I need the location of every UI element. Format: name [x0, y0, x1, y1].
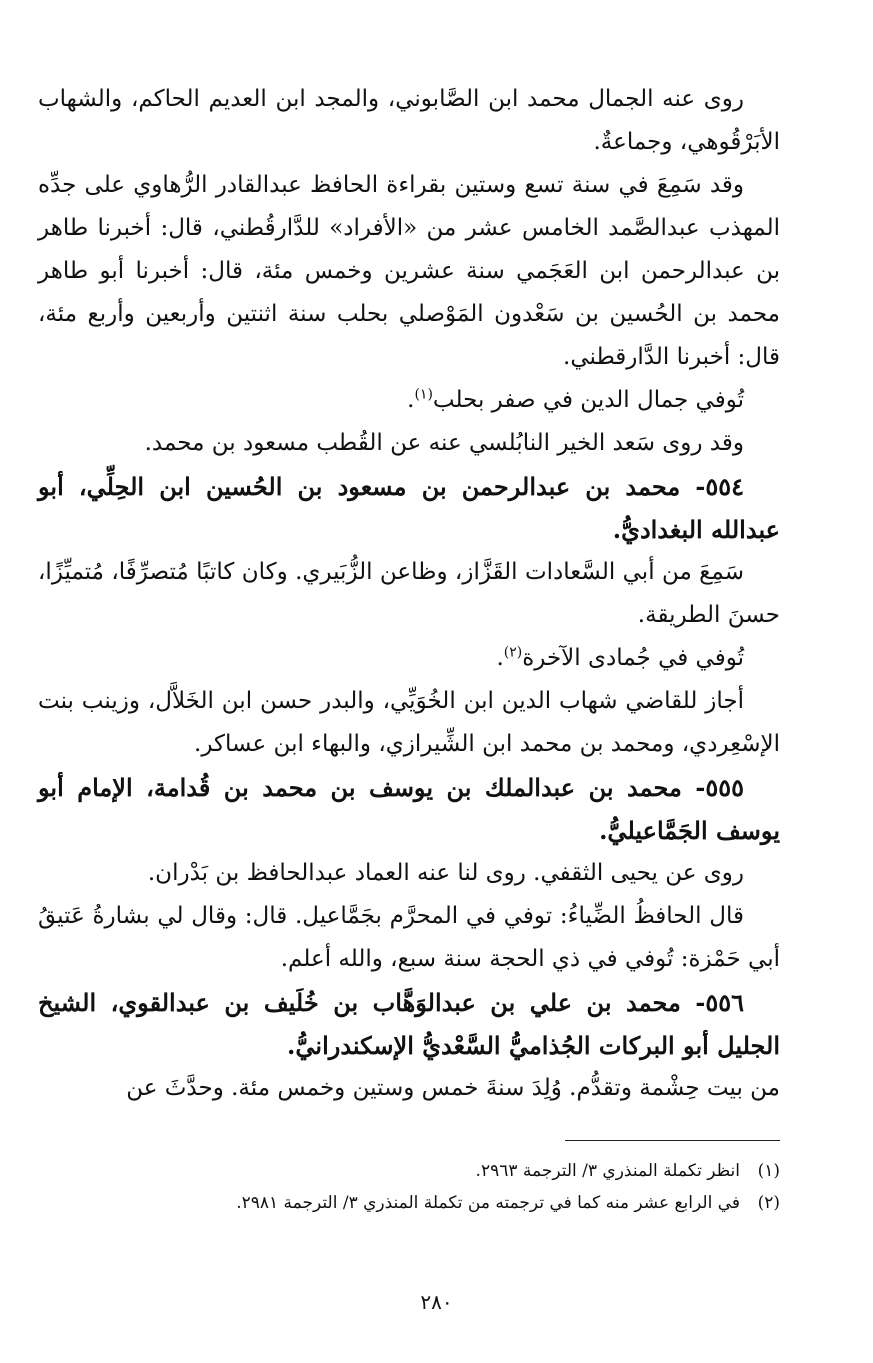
paragraph-death-jamal [38, 379, 780, 422]
paragraph-554-hearing: سَمِعَ من أبي السَّعادات القَزَّاز، وظاعن الزُّبَيري. وكان كاتبًا مُتصرِّفًا، مُتميِّزًا، حسنَ الطريقة. [38, 559, 780, 628]
entry-heading-556: ٥٥٦- محمد بن علي بن عبدالوَهَّاب بن خُلَيف بن عبدالقوي، الشيخ الجليل أبو البركات الجُذاميُّ السَّعْديُّ الإسكندرانيُّ. [38, 988, 780, 1060]
footnote-2 [130, 1187, 780, 1219]
paragraph-text: تُوفي جمال الدين في صفر بحلب [432, 387, 744, 413]
paragraph-hearing-chain: وقد سَمِعَ في سنة تسع وستين بقراءة الحافظ عبدالقادر الرُّهاوي على جدِّه المهذب عبدالصَّمد الخامس عشر من «الأفراد» للدَّارقُطني، قال: أخبرنا طاهر بن عبدالرحمن ابن العَجَمي سنة عشرين وخمس مئة، قال: أخبرنا أبو طاهر محمد بن الحُسين بن سَعْدون المَوْصلي بحلب سنة اثنتين وأربعين وأربع مئة، قال: أخبرنا الدَّارقطني. [38, 172, 781, 370]
entry-heading-555: ٥٥٥- محمد بن عبدالملك بن يوسف بن محمد بن قُدامة، الإمام أبو يوسف الجَمَّاعيليُّ. [38, 773, 780, 845]
page-number: ٢٨٠ [420, 1290, 453, 1314]
paragraph-text: تُوفي في جُمادى الآخرة [522, 645, 744, 671]
main-text-block [38, 78, 780, 1110]
paragraph-554-death [38, 637, 780, 680]
paragraph-556-origin: من بيت حِشْمة وتقدُّم. وُلِدَ سنةَ خمس وستين وخمس مئة. وحدَّثَ عن [126, 1075, 780, 1101]
footnote-1 [130, 1155, 780, 1187]
paragraph-tail: . [407, 387, 415, 413]
paragraph-tail: . [496, 645, 504, 671]
footnote-ref-1[interactable]: (١) [414, 386, 433, 403]
footnotes-block [130, 1155, 780, 1219]
footnote-ref-2[interactable]: (٢) [503, 644, 523, 661]
paragraph-554-ijaza: أجاز للقاضي شهاب الدين ابن الخُوَيِّي، والبدر حسن ابن الخَلاَّل، وزينب بنت الإسْعِردي، ومحمد بن محمد ابن الشِّيرازي، والبهاء ابن عساكر. [38, 688, 780, 757]
paragraph-saad-khair: وقد روى سَعد الخير النابُلسي عنه عن القُطب مسعود بن محمد. [144, 430, 744, 456]
entry-heading-554: ٥٥٤- محمد بن عبدالرحمن بن مسعود بن الحُسين ابن الحِلِّي، أبو عبدالله البغداديُّ. [38, 472, 780, 544]
footnote-text: في الرابع عشر منه كما في ترجمته من تكملة المنذري ٣/ الترجمة ٢٩٨١. [236, 1193, 740, 1213]
paragraph-narrators: روى عنه الجمال محمد ابن الصَّابوني، والمجد ابن العديم الحاكم، والشهاب الأبَرْقُوهي، وجماعةٌ. [38, 86, 780, 155]
paragraph-555-death: قال الحافظُ الضِّياءُ: توفي في المحرَّم بجَمَّاعيل. قال: وقال لي بشارةُ عَتيقُ أبي حَمْزة: تُوفي في ذي الحجة سنة سبع، والله أعلم. [38, 903, 780, 972]
footnote-text: انظر تكملة المنذري ٣/ الترجمة ٢٩٦٣. [475, 1161, 740, 1181]
paragraph-555-narration: روى عن يحيى الثقفي. روى لنا عنه العماد عبدالحافظ بن بَدْران. [147, 860, 744, 886]
footnote-number: (١) [757, 1161, 780, 1181]
footnote-number: (٢) [757, 1193, 780, 1213]
footnote-divider [565, 1140, 780, 1141]
